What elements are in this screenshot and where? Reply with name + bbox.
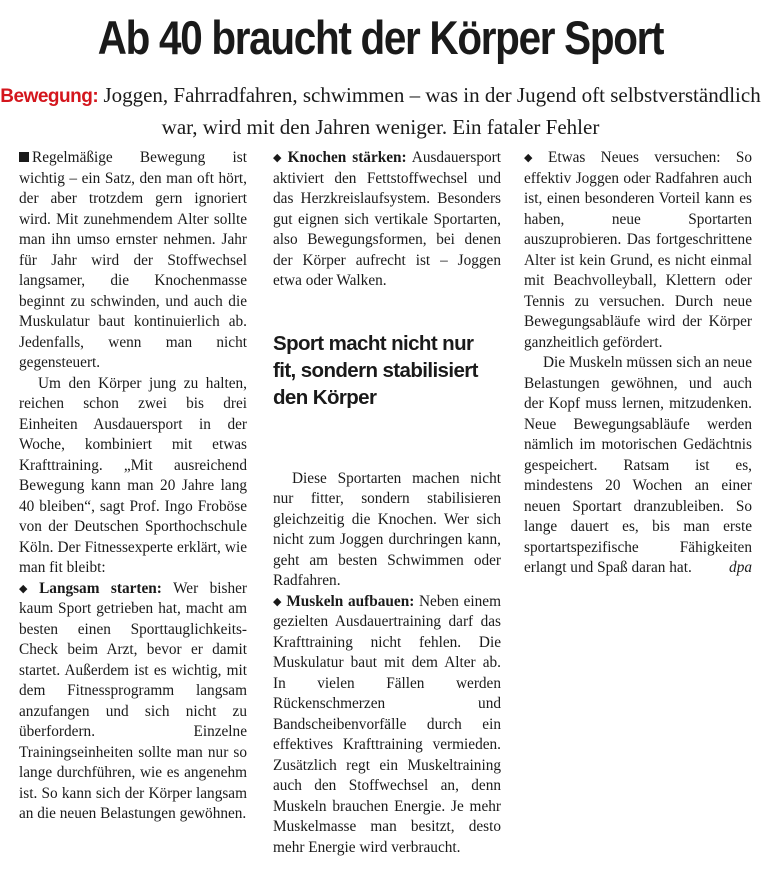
tip-4-text: Etwas Neues versuchen: So effektiv Joggen oder Radfahren auch ist, einen besonderen Vorteil kann es haben, neue Sportarten auszuprobieren. Das fortgeschrittene Alter ist kein Grund, es nicht einmal mit Beachvolleyball, Klettern oder Tennis zu versuchen. Durch neue Bewegungsabläufe wird der Körper ganzheitlich gefördert. xyxy=(524,149,752,351)
tip-1-text: Wer bisher kaum Sport getrieben hat, macht am besten einen Sporttauglichkeits-Check beim Arzt, bevor er damit startet. Außerdem ist es wichtig, mit dem Fitnessprogramm langsam anzufangen und sich nicht zu überfordern. Einzelne Trainingseinheiten sollte man nur so lange durchführen, wie es angenehm ist. So kann sich der Körper langsam an die neuen Belastungen gewöhnen. xyxy=(19,579,247,822)
diamond-bullet-icon: ◆ xyxy=(524,152,544,164)
paragraph-3: Diese Sportarten machen nicht nur fitter, sondern stabilisieren gleichzeitig die Knochen. Wer sich nicht zum Joggen durchringen kann, geht am besten Schwimmen oder Radfahren. xyxy=(273,469,501,589)
diamond-bullet-icon: ◆ xyxy=(19,582,36,595)
paragraph-4-text: Die Muskeln müssen sich an neue Belastungen gewöhnen, und auch der Kopf muss lernen, mitzudenken. Neue Bewegungsabläufe werden nämlich im motorischen Gedächtnis gespeichert. Ratsam ist es, mindestens 20 Wochen an einer neuen Sportart dranzubleiben. So lange dauert es, bis man erste sportartspezifische Fähigkeiten erlangt und Spaß daran hat. xyxy=(524,354,752,576)
tip-2-text: Ausdauersport aktiviert den Fettstoffwechsel und das Herzkreislaufsystem. Besonders gut eignen sich vertikale Sportarten, also Bewegungsformen, bei denen der Körper aufrecht ist – Joggen etwa oder Walken. xyxy=(273,149,501,289)
paragraph-intro xyxy=(19,148,247,374)
paragraph-2: Um den Körper jung zu halten, reichen schon zwei bis drei Einheiten Ausdauersport in der Woche, kombiniert mit etwas Krafttraining. „Mit ausreichend Bewegung kann man 20 Jahre lang 40 bleiben“, sagt Prof. Ingo Froböse von der Deutschen Sporthochschule Köln. Der Fitnessexperte erklärt, wie man fit bleibt: xyxy=(19,374,247,576)
column-1 xyxy=(19,148,247,825)
subhead-kicker: Bewegung: xyxy=(0,86,99,107)
paragraph-4 xyxy=(524,353,752,579)
tip-knochen-staerken xyxy=(273,148,501,292)
paragraph-1-text: Regelmäßige Bewegung ist wichtig – ein Satz, den man oft hört, der aber trotzdem gern ignoriert wird. Mit zunehmendem Alter sollte man ihn umso ernster nehmen. Jahr für Jahr wird der Stoffwechsel langsamer, die Knochenmasse beginnt zu schwinden, und auch die Muskulatur baut kontinuierlich ab. Jedenfalls, wenn man nicht gegensteuert. xyxy=(19,149,247,371)
subhead-text: Joggen, Fahrradfahren, schwimmen – was in der Jugend oft selbstverständlich war, wird mit den Jahren weniger. Ein fataler Fehler xyxy=(103,83,761,139)
tip-langsam-starten xyxy=(19,579,247,825)
diamond-bullet-icon: ◆ xyxy=(273,152,284,164)
subheadline xyxy=(0,80,761,143)
intermediate-headline: Sport macht nicht nur fit, sondern stabilisiert den Körper xyxy=(273,331,478,409)
diamond-bullet-icon: ◆ xyxy=(273,595,283,608)
tip-2-label: Knochen stärken: xyxy=(287,149,407,166)
headline: Ab 40 braucht der Körper Sport xyxy=(97,11,664,64)
column-2 xyxy=(273,148,501,858)
tip-1-label: Langsam starten: xyxy=(39,579,162,597)
tip-3-label: Muskeln aufbauen: xyxy=(286,592,415,610)
tip-etwas-neues xyxy=(524,148,752,353)
start-square-icon xyxy=(19,152,29,162)
column-3 xyxy=(524,148,752,579)
tip-muskeln-aufbauen xyxy=(273,592,501,859)
tip-3-text: Neben einem gezielten Ausdauertraining darf das Krafttraining nicht fehlen. Die Muskulatur baut mit dem Alter ab. In vielen Fällen werden Rückenschmerzen und Bandscheibenvorfälle durch ein effektives Krafttraining vermieden. Zusätzlich regt ein Muskeltraining auch den Stoffwechsel an, denn Muskeln brauchen Energie. Je mehr Muskelmasse man besitzt, desto mehr Energie wird verbraucht. xyxy=(273,592,501,856)
byline: dpa xyxy=(729,559,752,576)
